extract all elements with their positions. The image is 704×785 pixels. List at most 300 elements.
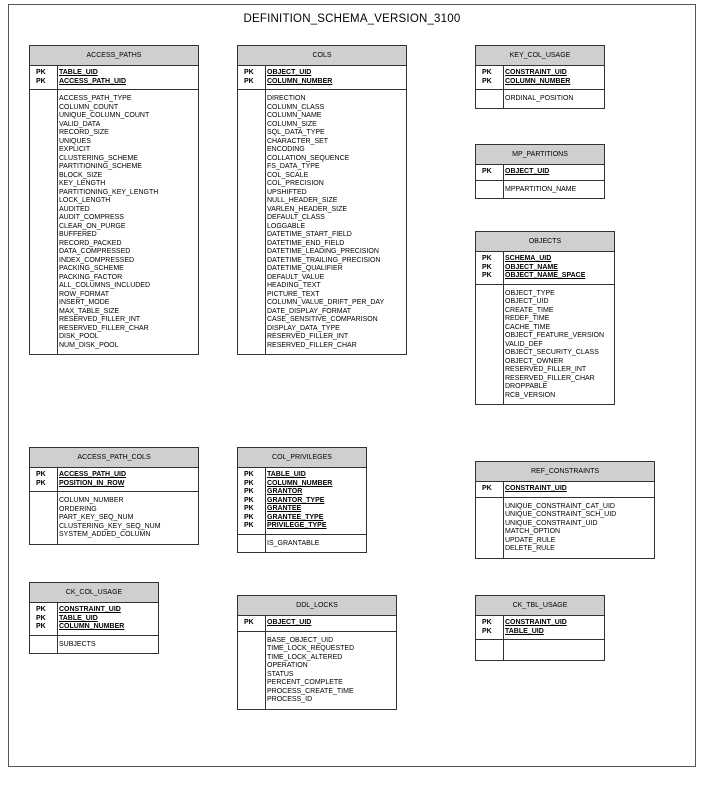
attribute-spacer bbox=[30, 197, 57, 206]
attribute-spacer bbox=[30, 325, 57, 334]
attribute-spacer bbox=[30, 333, 57, 342]
attribute-section bbox=[30, 90, 198, 354]
attribute-row bbox=[238, 325, 406, 334]
column-name: MAX_TABLE_SIZE bbox=[59, 307, 120, 315]
attribute-row bbox=[238, 206, 406, 215]
attribute-spacer bbox=[30, 129, 57, 138]
attribute-section bbox=[476, 90, 604, 108]
attribute-row bbox=[476, 349, 614, 358]
primary-key-section bbox=[30, 603, 158, 636]
attribute-row bbox=[238, 696, 396, 705]
column-name: CREATE_TIME bbox=[505, 306, 554, 314]
attribute-row bbox=[30, 163, 198, 172]
attribute-spacer bbox=[476, 315, 503, 324]
attribute-row bbox=[30, 121, 198, 130]
entity-mp-partitions[interactable] bbox=[475, 144, 605, 199]
pk-label: PK bbox=[244, 69, 254, 76]
entity-body bbox=[476, 252, 614, 404]
column-name: DATETIME_START_FIELD bbox=[267, 231, 352, 238]
key-column-name: OBJECT_NAME_SPACE bbox=[505, 272, 586, 279]
attribute-row bbox=[476, 186, 604, 195]
attribute-spacer bbox=[238, 197, 265, 206]
column-name: OBJECT_UID bbox=[505, 298, 549, 305]
attribute-spacer bbox=[30, 163, 57, 172]
attribute-spacer bbox=[238, 138, 265, 147]
attribute-row bbox=[30, 257, 198, 266]
attribute-spacer bbox=[30, 155, 57, 164]
primary-key-section bbox=[476, 165, 604, 181]
key-column-name: OBJECT_NAME bbox=[505, 263, 558, 271]
attribute-row bbox=[30, 299, 198, 308]
attribute-spacer bbox=[476, 332, 503, 341]
attribute-row bbox=[238, 146, 406, 155]
attribute-row bbox=[238, 274, 406, 283]
pk-row bbox=[30, 471, 198, 480]
attribute-spacer bbox=[476, 392, 503, 401]
column-name: AUDIT_COMPRESS bbox=[59, 214, 124, 221]
attribute-spacer bbox=[30, 138, 57, 147]
attribute-spacer bbox=[238, 172, 265, 181]
attribute-spacer bbox=[238, 180, 265, 189]
attribute-row bbox=[238, 155, 406, 164]
column-name: UNIQUE_COLUMN_COUNT bbox=[59, 112, 150, 119]
attribute-spacer bbox=[238, 274, 265, 283]
pk-row bbox=[476, 69, 604, 78]
key-column-name: CONSTRAINT_UID bbox=[505, 69, 567, 76]
entity-header: MP_PARTITIONS bbox=[476, 145, 604, 165]
attribute-row bbox=[238, 163, 406, 172]
column-name: UNIQUE_CONSTRAINT_UID bbox=[505, 519, 598, 527]
column-name: RESERVED_FILLER_CHAR bbox=[59, 324, 149, 332]
entity-access-path-cols[interactable] bbox=[29, 447, 199, 545]
column-name: TIME_LOCK_ALTERED bbox=[267, 653, 343, 661]
pk-divider bbox=[265, 66, 266, 354]
attribute-section bbox=[238, 535, 366, 553]
pk-label: PK bbox=[36, 614, 46, 622]
attribute-row bbox=[238, 240, 406, 249]
attribute-row bbox=[30, 95, 198, 104]
attribute-row bbox=[476, 392, 614, 401]
pk-row bbox=[476, 168, 604, 177]
pk-label: PK bbox=[244, 513, 254, 521]
column-name: VALID_DATA bbox=[59, 120, 101, 128]
attribute-row bbox=[30, 206, 198, 215]
attribute-spacer bbox=[238, 696, 265, 705]
attribute-row bbox=[30, 531, 198, 540]
column-name: VARLEN_HEADER_SIZE bbox=[267, 205, 348, 213]
pk-row bbox=[238, 522, 366, 531]
column-name: INSERT_MODE bbox=[59, 299, 110, 306]
entity-header: ACCESS_PATHS bbox=[30, 46, 198, 66]
entity-body bbox=[476, 165, 604, 198]
column-name: CASE_SENSITIVE_COMPARISON bbox=[267, 316, 378, 323]
column-name: DATA_COMPRESSED bbox=[59, 248, 131, 255]
entity-col-privileges[interactable] bbox=[237, 447, 367, 553]
column-name: MPPARTITION_NAME bbox=[505, 185, 577, 193]
attribute-row bbox=[238, 688, 396, 697]
attribute-row bbox=[30, 523, 198, 532]
entity-ref-constraints[interactable] bbox=[475, 461, 655, 559]
key-column-name: OBJECT_UID bbox=[267, 69, 312, 76]
key-column-name: COLUMN_NUMBER bbox=[59, 623, 125, 630]
column-name: PART_KEY_SEQ_NUM bbox=[59, 514, 134, 521]
column-name: RESERVED_FILLER_INT bbox=[505, 366, 587, 373]
attribute-spacer bbox=[476, 298, 503, 307]
column-name: CLEAR_ON_PURGE bbox=[59, 222, 126, 230]
pk-label: PK bbox=[244, 77, 254, 85]
attribute-spacer bbox=[476, 349, 503, 358]
entity-ck-tbl-usage[interactable] bbox=[475, 595, 605, 661]
entity-objects[interactable] bbox=[475, 231, 615, 405]
attribute-row bbox=[476, 341, 614, 350]
attribute-row bbox=[30, 240, 198, 249]
pk-label: PK bbox=[482, 255, 492, 262]
attribute-spacer bbox=[476, 537, 503, 546]
attribute-spacer bbox=[238, 540, 265, 549]
column-name: MATCH_OPTION bbox=[505, 528, 561, 535]
column-name: NUM_DISK_POOL bbox=[59, 341, 119, 349]
attribute-row bbox=[30, 129, 198, 138]
column-name: PARTITIONING_KEY_LENGTH bbox=[59, 188, 159, 196]
pk-row bbox=[238, 480, 366, 489]
entity-body bbox=[476, 616, 604, 660]
column-name: FS_DATA_TYPE bbox=[267, 163, 320, 170]
entity-header: REF_CONSTRAINTS bbox=[476, 462, 654, 482]
attribute-row bbox=[30, 197, 198, 206]
pk-row bbox=[30, 606, 158, 615]
attribute-spacer bbox=[238, 223, 265, 232]
attribute-spacer bbox=[238, 645, 265, 654]
attribute-spacer bbox=[238, 248, 265, 257]
entity-header: OBJECTS bbox=[476, 232, 614, 252]
column-name: COLUMN_SIZE bbox=[267, 120, 317, 128]
pk-label: PK bbox=[482, 168, 492, 175]
entity-key-col-usage[interactable] bbox=[475, 45, 605, 109]
attribute-spacer bbox=[30, 121, 57, 130]
attribute-spacer bbox=[30, 316, 57, 325]
pk-divider bbox=[503, 482, 504, 558]
attribute-row bbox=[30, 146, 198, 155]
column-name: SQL_DATA_TYPE bbox=[267, 129, 325, 136]
primary-key-section bbox=[238, 66, 406, 90]
column-name: STATUS bbox=[267, 670, 294, 678]
attribute-spacer bbox=[476, 290, 503, 299]
column-name: CACHE_TIME bbox=[505, 323, 551, 331]
column-name: DISK_POOL bbox=[59, 333, 99, 340]
column-name: PACKING_SCHEME bbox=[59, 265, 124, 272]
attribute-spacer bbox=[238, 679, 265, 688]
column-name: IS_GRANTABLE bbox=[267, 539, 320, 547]
attribute-row bbox=[238, 223, 406, 232]
attribute-spacer bbox=[476, 186, 503, 195]
pk-row bbox=[476, 255, 614, 264]
primary-key-section bbox=[238, 468, 366, 535]
entity-body bbox=[30, 66, 198, 354]
pk-divider bbox=[57, 66, 58, 354]
column-name: DATETIME_TRAILING_PRECISION bbox=[267, 256, 381, 264]
column-name: DROPPABLE bbox=[505, 383, 548, 390]
pk-label: PK bbox=[36, 623, 46, 630]
key-column-name: TABLE_UID bbox=[59, 69, 98, 76]
attribute-row bbox=[476, 298, 614, 307]
column-name: UNIQUE_CONSTRAINT_SCH_UID bbox=[505, 511, 617, 518]
attribute-spacer bbox=[30, 497, 57, 506]
attribute-spacer bbox=[30, 95, 57, 104]
column-name: DATETIME_LEADING_PRECISION bbox=[267, 248, 379, 255]
column-name: EXPLICIT bbox=[59, 146, 91, 153]
pk-row bbox=[238, 471, 366, 480]
column-name: OPERATION bbox=[267, 662, 308, 669]
pk-row bbox=[238, 497, 366, 506]
attribute-row bbox=[238, 112, 406, 121]
attribute-row bbox=[238, 197, 406, 206]
entity-ddl-locks[interactable] bbox=[237, 595, 397, 710]
pk-label: PK bbox=[482, 272, 492, 279]
diagram-title: DEFINITION_SCHEMA_VERSION_3100 bbox=[243, 13, 461, 25]
pk-row bbox=[476, 264, 614, 273]
column-name: OBJECT_OWNER bbox=[505, 357, 564, 365]
attribute-spacer bbox=[238, 112, 265, 121]
pk-label: PK bbox=[482, 77, 492, 85]
attribute-spacer bbox=[476, 358, 503, 367]
column-name: COLUMN_NAME bbox=[267, 112, 322, 119]
diagram-frame bbox=[8, 4, 696, 767]
key-column-name: GRANTEE_TYPE bbox=[267, 513, 324, 521]
pk-label: PK bbox=[36, 69, 46, 76]
entity-body bbox=[30, 603, 158, 653]
attribute-spacer bbox=[238, 146, 265, 155]
attribute-spacer bbox=[30, 282, 57, 291]
attribute-spacer bbox=[238, 163, 265, 172]
attribute-section bbox=[476, 640, 604, 660]
attribute-spacer bbox=[30, 180, 57, 189]
column-name: HEADING_TEXT bbox=[267, 282, 321, 289]
attribute-section bbox=[30, 636, 158, 654]
column-name: DEFAULT_CLASS bbox=[267, 214, 325, 221]
attribute-spacer bbox=[30, 265, 57, 274]
attribute-row bbox=[30, 316, 198, 325]
column-name: DATE_DISPLAY_FORMAT bbox=[267, 307, 352, 315]
column-name: DELETE_RULE bbox=[505, 545, 555, 552]
attribute-spacer bbox=[30, 214, 57, 223]
attribute-row bbox=[238, 129, 406, 138]
pk-row bbox=[476, 619, 604, 628]
attribute-spacer bbox=[30, 248, 57, 257]
key-column-name: OBJECT_UID bbox=[505, 168, 550, 175]
column-name: REDEF_TIME bbox=[505, 315, 550, 322]
entity-body bbox=[476, 66, 604, 108]
column-name: UNIQUE_CONSTRAINT_CAT_UID bbox=[505, 502, 615, 510]
attribute-row bbox=[30, 223, 198, 232]
attribute-row bbox=[238, 679, 396, 688]
column-name: KEY_LENGTH bbox=[59, 180, 106, 187]
attribute-spacer bbox=[238, 189, 265, 198]
attribute-spacer bbox=[30, 641, 57, 650]
attribute-spacer bbox=[30, 342, 57, 351]
attribute-spacer bbox=[30, 231, 57, 240]
attribute-spacer bbox=[238, 129, 265, 138]
attribute-spacer bbox=[30, 112, 57, 121]
pk-label: PK bbox=[482, 69, 492, 76]
entity-header: COL_PRIVILEGES bbox=[238, 448, 366, 468]
attribute-spacer bbox=[476, 545, 503, 554]
attribute-spacer bbox=[30, 506, 57, 515]
attribute-row bbox=[238, 308, 406, 317]
attribute-spacer bbox=[238, 155, 265, 164]
attribute-row bbox=[238, 248, 406, 257]
attribute-spacer bbox=[476, 503, 503, 512]
attribute-spacer bbox=[476, 324, 503, 333]
column-name: OBJECT_SECURITY_CLASS bbox=[505, 349, 599, 356]
key-column-name: OBJECT_UID bbox=[267, 619, 312, 626]
attribute-section bbox=[238, 90, 406, 354]
key-column-name: ACCESS_PATH_UID bbox=[59, 471, 127, 478]
key-column-name: ACCESS_PATH_UID bbox=[59, 77, 127, 85]
attribute-row bbox=[238, 95, 406, 104]
pk-row bbox=[238, 619, 396, 628]
key-column-name: TABLE_UID bbox=[267, 471, 306, 478]
column-name: LOCK_LENGTH bbox=[59, 197, 111, 204]
attribute-spacer bbox=[238, 316, 265, 325]
attribute-row bbox=[476, 366, 614, 375]
entity-header: ACCESS_PATH_COLS bbox=[30, 448, 198, 468]
key-column-name: TABLE_UID bbox=[59, 614, 98, 622]
column-name: DIRECTION bbox=[267, 95, 306, 102]
attribute-spacer bbox=[476, 383, 503, 392]
entity-access-paths[interactable] bbox=[29, 45, 199, 355]
column-name: DEFAULT_VALUE bbox=[267, 273, 325, 281]
attribute-spacer bbox=[238, 308, 265, 317]
entity-header: CK_TBL_USAGE bbox=[476, 596, 604, 616]
attribute-spacer bbox=[238, 333, 265, 342]
column-name: ALL_COLUMNS_INCLUDED bbox=[59, 282, 151, 289]
attribute-row bbox=[238, 121, 406, 130]
attribute-spacer bbox=[30, 291, 57, 300]
key-column-name: COLUMN_NUMBER bbox=[267, 77, 333, 85]
column-name: PROCESS_CREATE_TIME bbox=[267, 687, 354, 695]
primary-key-section bbox=[476, 616, 604, 640]
attribute-section bbox=[476, 285, 614, 405]
attribute-spacer bbox=[30, 274, 57, 283]
attribute-row bbox=[30, 333, 198, 342]
attribute-row bbox=[476, 290, 614, 299]
column-name: SYSTEM_ADDED_COLUMN bbox=[59, 531, 151, 538]
pk-divider bbox=[503, 616, 504, 660]
primary-key-section bbox=[476, 66, 604, 90]
column-name: PERCENT_COMPLETE bbox=[267, 679, 343, 686]
attribute-row bbox=[30, 265, 198, 274]
attribute-row bbox=[238, 316, 406, 325]
attribute-spacer bbox=[30, 308, 57, 317]
attribute-spacer bbox=[238, 121, 265, 130]
attribute-row bbox=[30, 282, 198, 291]
attribute-spacer bbox=[30, 172, 57, 181]
attribute-spacer bbox=[238, 342, 265, 351]
attribute-spacer bbox=[238, 104, 265, 113]
column-name: RESERVED_FILLER_INT bbox=[59, 316, 141, 323]
attribute-spacer bbox=[30, 146, 57, 155]
attribute-row bbox=[30, 514, 198, 523]
attribute-spacer bbox=[476, 366, 503, 375]
column-name: UNIQUES bbox=[59, 137, 91, 145]
pk-label: PK bbox=[244, 522, 254, 529]
attribute-section bbox=[30, 492, 198, 544]
attribute-spacer bbox=[238, 299, 265, 308]
pk-row bbox=[238, 69, 406, 78]
attribute-spacer bbox=[238, 282, 265, 291]
entity-cols[interactable] bbox=[237, 45, 407, 355]
attribute-spacer bbox=[30, 531, 57, 540]
attribute-spacer bbox=[238, 637, 265, 646]
attribute-spacer bbox=[238, 688, 265, 697]
pk-row bbox=[238, 514, 366, 523]
column-name: NULL_HEADER_SIZE bbox=[267, 197, 338, 204]
attribute-row bbox=[238, 180, 406, 189]
key-column-name: COLUMN_NUMBER bbox=[505, 77, 571, 85]
pk-divider bbox=[265, 468, 266, 552]
attribute-row bbox=[30, 325, 198, 334]
attribute-row bbox=[30, 231, 198, 240]
attribute-row bbox=[30, 172, 198, 181]
pk-divider bbox=[57, 603, 58, 653]
pk-row bbox=[30, 480, 198, 489]
attribute-row bbox=[238, 645, 396, 654]
column-name: PACKING_FACTOR bbox=[59, 273, 123, 281]
attribute-spacer bbox=[238, 240, 265, 249]
pk-row bbox=[30, 623, 158, 632]
pk-row bbox=[476, 628, 604, 637]
attribute-row bbox=[238, 257, 406, 266]
entity-header: DDL_LOCKS bbox=[238, 596, 396, 616]
attribute-row bbox=[476, 375, 614, 384]
pk-label: PK bbox=[244, 488, 254, 495]
attribute-row bbox=[476, 315, 614, 324]
column-name: COLUMN_VALUE_DRIFT_PER_DAY bbox=[267, 299, 385, 306]
pk-divider bbox=[503, 165, 504, 198]
entity-header: CK_COL_USAGE bbox=[30, 583, 158, 603]
attribute-row bbox=[30, 104, 198, 113]
attribute-spacer bbox=[476, 341, 503, 350]
attribute-spacer bbox=[238, 662, 265, 671]
attribute-row bbox=[476, 358, 614, 367]
column-name: UPSHIFTED bbox=[267, 188, 307, 196]
attribute-spacer bbox=[30, 206, 57, 215]
attribute-row bbox=[238, 189, 406, 198]
column-name: DATETIME_END_FIELD bbox=[267, 239, 345, 247]
key-column-name: POSITION_IN_ROW bbox=[59, 479, 125, 487]
attribute-row bbox=[476, 383, 614, 392]
attribute-row bbox=[476, 95, 604, 104]
attribute-row bbox=[30, 308, 198, 317]
pk-label: PK bbox=[244, 505, 254, 512]
pk-row bbox=[30, 78, 198, 87]
column-name: RESERVED_FILLER_CHAR bbox=[505, 374, 595, 382]
attribute-row bbox=[30, 112, 198, 121]
column-name: OBJECT_TYPE bbox=[505, 289, 555, 297]
pk-label: PK bbox=[482, 619, 492, 626]
pk-label: PK bbox=[482, 485, 492, 492]
primary-key-section bbox=[476, 252, 614, 285]
column-name: CHARACTER_SET bbox=[267, 137, 329, 145]
attribute-spacer bbox=[476, 375, 503, 384]
attribute-row bbox=[30, 641, 158, 650]
pk-row bbox=[476, 272, 614, 281]
column-name: DISPLAY_DATA_TYPE bbox=[267, 324, 340, 332]
column-name: BUFFERED bbox=[59, 231, 97, 238]
column-name: CLUSTERING_KEY_SEQ_NUM bbox=[59, 522, 161, 530]
column-name: ROW_FORMAT bbox=[59, 290, 110, 298]
entity-ck-col-usage[interactable] bbox=[29, 582, 159, 654]
